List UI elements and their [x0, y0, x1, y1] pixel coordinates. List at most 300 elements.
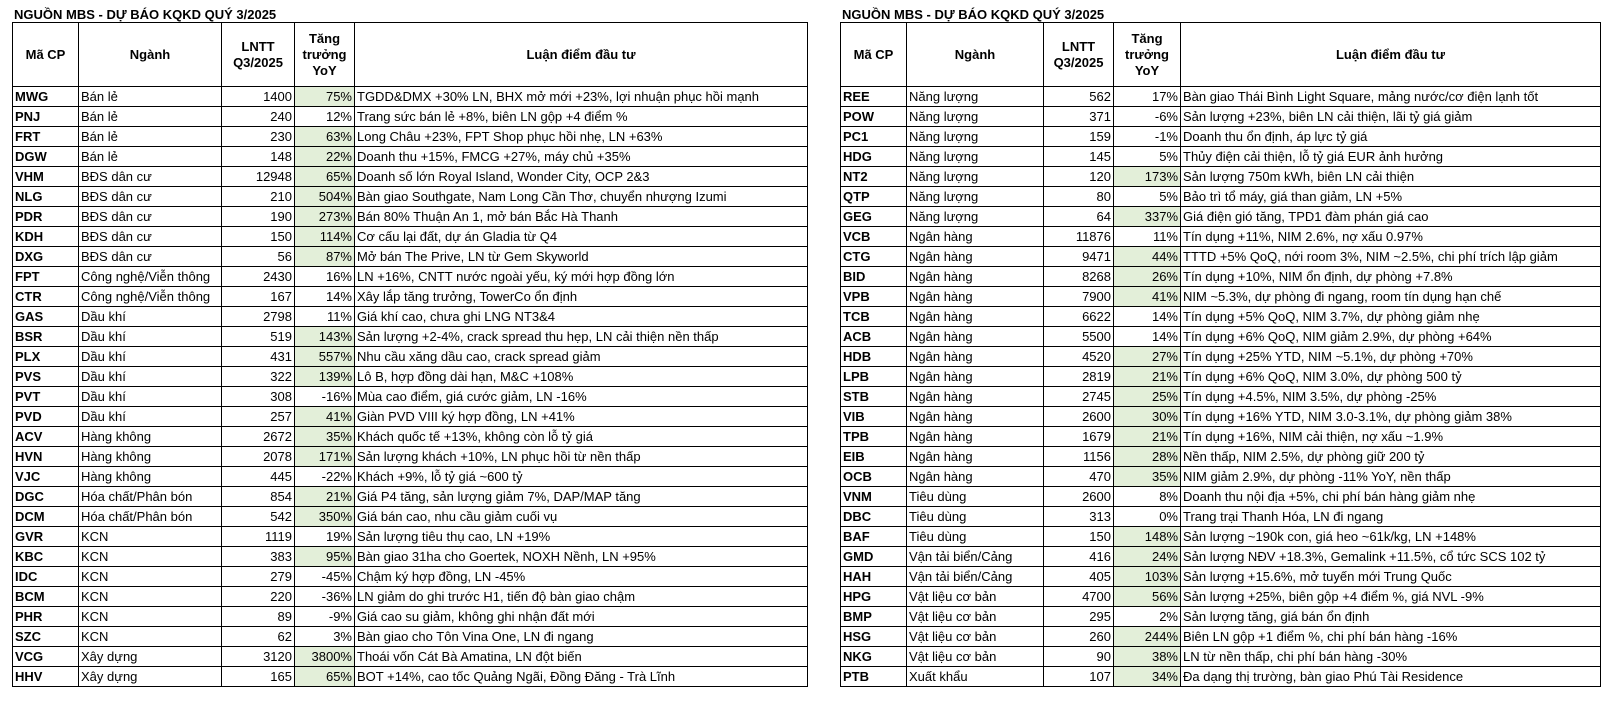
sector-cell: KCN	[79, 607, 222, 627]
growth-cell: 12%	[295, 107, 355, 127]
thesis-cell: Giá điện gió tăng, TPD1 đàm phán giá cao	[1181, 207, 1601, 227]
growth-cell: 14%	[1114, 327, 1181, 347]
sector-cell: Dầu khí	[79, 307, 222, 327]
growth-cell: 19%	[295, 527, 355, 547]
thesis-cell: Sản lượng tiêu thụ cao, LN +19%	[355, 527, 808, 547]
growth-cell: 3%	[295, 627, 355, 647]
sector-cell: BĐS dân cư	[79, 167, 222, 187]
sector-cell: Ngân hàng	[907, 247, 1044, 267]
table-row	[841, 147, 1601, 167]
thesis-cell: Khách +9%, lỗ tỷ giá ~600 tỷ	[355, 467, 808, 487]
profit-cell: 295	[1044, 607, 1114, 627]
growth-cell: 148%	[1114, 527, 1181, 547]
table-row	[841, 667, 1601, 687]
ticker-cell: LPB	[841, 367, 907, 387]
table-row	[13, 127, 808, 147]
growth-cell: 17%	[1114, 87, 1181, 107]
growth-cell: -36%	[295, 587, 355, 607]
table-row	[841, 347, 1601, 367]
ticker-cell: HPG	[841, 587, 907, 607]
table-row	[13, 307, 808, 327]
profit-cell: 854	[222, 487, 295, 507]
table-row	[13, 247, 808, 267]
sector-cell: BĐS dân cư	[79, 187, 222, 207]
sector-cell: Ngân hàng	[907, 407, 1044, 427]
thesis-cell: Sản lượng +15.6%, mở tuyến mới Trung Quốc	[1181, 567, 1601, 587]
sector-cell: Tiêu dùng	[907, 527, 1044, 547]
ticker-cell: BSR	[13, 327, 79, 347]
profit-cell: 257	[222, 407, 295, 427]
sector-cell: BĐS dân cư	[79, 207, 222, 227]
profit-cell: 1679	[1044, 427, 1114, 447]
growth-cell: 56%	[1114, 587, 1181, 607]
profit-cell: 4520	[1044, 347, 1114, 367]
profit-cell: 210	[222, 187, 295, 207]
ticker-cell: NLG	[13, 187, 79, 207]
thesis-cell: Tín dụng +5% QoQ, NIM 3.7%, dự phòng giảm nhẹ	[1181, 307, 1601, 327]
sector-cell: Hóa chất/Phân bón	[79, 487, 222, 507]
sector-cell: Năng lượng	[907, 87, 1044, 107]
table-row	[13, 427, 808, 447]
growth-cell: 25%	[1114, 387, 1181, 407]
forecast-table-right	[840, 22, 1601, 687]
thesis-cell: Giá bán cao, nhu cầu giảm cuối vụ	[355, 507, 808, 527]
growth-cell: 63%	[295, 127, 355, 147]
table-row	[13, 107, 808, 127]
growth-cell: -1%	[1114, 127, 1181, 147]
ticker-cell: VIB	[841, 407, 907, 427]
table-row	[841, 87, 1601, 107]
profit-cell: 11876	[1044, 227, 1114, 247]
ticker-cell: PC1	[841, 127, 907, 147]
table-row	[841, 567, 1601, 587]
sector-cell: KCN	[79, 567, 222, 587]
thesis-cell: Xây lắp tăng trưởng, TowerCo ổn định	[355, 287, 808, 307]
ticker-cell: TPB	[841, 427, 907, 447]
ticker-cell: CTG	[841, 247, 907, 267]
profit-cell: 90	[1044, 647, 1114, 667]
table-row	[13, 327, 808, 347]
table-row	[13, 487, 808, 507]
ticker-cell: NKG	[841, 647, 907, 667]
ticker-cell: DCM	[13, 507, 79, 527]
ticker-cell: MWG	[13, 87, 79, 107]
growth-cell: 35%	[1114, 467, 1181, 487]
growth-cell: 557%	[295, 347, 355, 367]
ticker-cell: HVN	[13, 447, 79, 467]
table-row	[841, 247, 1601, 267]
table-row	[13, 547, 808, 567]
table-row	[841, 127, 1601, 147]
growth-cell: 139%	[295, 367, 355, 387]
profit-cell: 279	[222, 567, 295, 587]
ticker-cell: ACB	[841, 327, 907, 347]
profit-cell: 4700	[1044, 587, 1114, 607]
thesis-cell: Giàn PVD VIII ký hợp đồng, LN +41%	[355, 407, 808, 427]
sector-cell: BĐS dân cư	[79, 227, 222, 247]
thesis-cell: TGDD&DMX +30% LN, BHX mở mới +23%, lợi nhuận phục hồi mạnh	[355, 87, 808, 107]
sector-cell: Vật liệu cơ bản	[907, 627, 1044, 647]
growth-cell: 30%	[1114, 407, 1181, 427]
sector-cell: Vật liệu cơ bản	[907, 647, 1044, 667]
profit-cell: 470	[1044, 467, 1114, 487]
growth-cell: 24%	[1114, 547, 1181, 567]
profit-cell: 313	[1044, 507, 1114, 527]
thesis-cell: Doanh thu ổn định, áp lực tỷ giá	[1181, 127, 1601, 147]
profit-cell: 2600	[1044, 487, 1114, 507]
table-row	[841, 107, 1601, 127]
thesis-cell: Đa dạng thị trường, bàn giao Phú Tài Residence	[1181, 667, 1601, 687]
header-ticker: Mã CP	[841, 23, 907, 87]
sector-cell: Ngân hàng	[907, 467, 1044, 487]
growth-cell: 350%	[295, 507, 355, 527]
sector-cell: Dầu khí	[79, 347, 222, 367]
profit-cell: 322	[222, 367, 295, 387]
profit-cell: 416	[1044, 547, 1114, 567]
thesis-cell: Tín dụng +6% QoQ, NIM giảm 2.9%, dự phòng +64%	[1181, 327, 1601, 347]
thesis-cell: Biên LN gộp +1 điểm %, chi phí bán hàng -16%	[1181, 627, 1601, 647]
thesis-cell: Tín dụng +25% YTD, NIM ~5.1%, dự phòng +70%	[1181, 347, 1601, 367]
sector-cell: Vận tải biển/Cảng	[907, 567, 1044, 587]
growth-cell: 21%	[1114, 427, 1181, 447]
sector-cell: Ngân hàng	[907, 427, 1044, 447]
sector-cell: Năng lượng	[907, 147, 1044, 167]
growth-cell: 11%	[1114, 227, 1181, 247]
table-row	[13, 347, 808, 367]
sector-cell: Dầu khí	[79, 327, 222, 347]
profit-cell: 167	[222, 287, 295, 307]
table-row	[841, 427, 1601, 447]
thesis-cell: Sản lượng NĐV +18.3%, Gemalink +11.5%, cổ tức SCS 102 tỷ	[1181, 547, 1601, 567]
thesis-cell: Bảo trì tổ máy, giá than giảm, LN +5%	[1181, 187, 1601, 207]
ticker-cell: FPT	[13, 267, 79, 287]
sector-cell: Ngân hàng	[907, 447, 1044, 467]
thesis-cell: BOT +14%, cao tốc Quảng Ngãi, Đồng Đăng - Trà Lĩnh	[355, 667, 808, 687]
thesis-cell: Bán 80% Thuận An 1, mở bán Bắc Hà Thanh	[355, 207, 808, 227]
table-row	[13, 607, 808, 627]
table-row	[13, 647, 808, 667]
sector-cell: Hóa chất/Phân bón	[79, 507, 222, 527]
table-row	[841, 547, 1601, 567]
table-row	[13, 147, 808, 167]
profit-cell: 542	[222, 507, 295, 527]
growth-cell: 14%	[295, 287, 355, 307]
growth-cell: -16%	[295, 387, 355, 407]
profit-cell: 9471	[1044, 247, 1114, 267]
profit-cell: 150	[222, 227, 295, 247]
ticker-cell: GVR	[13, 527, 79, 547]
growth-cell: 143%	[295, 327, 355, 347]
profit-cell: 89	[222, 607, 295, 627]
header-sector: Ngành	[907, 23, 1044, 87]
sector-cell: KCN	[79, 527, 222, 547]
ticker-cell: CTR	[13, 287, 79, 307]
thesis-cell: LN giảm do ghi trước H1, tiến độ bàn giao chậm	[355, 587, 808, 607]
thesis-cell: Mở bán The Prive, LN từ Gem Skyworld	[355, 247, 808, 267]
table-row	[13, 367, 808, 387]
table-row	[13, 207, 808, 227]
growth-cell: 22%	[295, 147, 355, 167]
profit-cell: 260	[1044, 627, 1114, 647]
ticker-cell: PLX	[13, 347, 79, 367]
header-thesis: Luận điểm đầu tư	[355, 23, 808, 87]
profit-cell: 165	[222, 667, 295, 687]
ticker-cell: GEG	[841, 207, 907, 227]
sector-cell: Tiêu dùng	[907, 487, 1044, 507]
sector-cell: Ngân hàng	[907, 287, 1044, 307]
ticker-cell: GMD	[841, 547, 907, 567]
ticker-cell: HDB	[841, 347, 907, 367]
ticker-cell: PVT	[13, 387, 79, 407]
growth-cell: 14%	[1114, 307, 1181, 327]
thesis-cell: Trang sức bán lẻ +8%, biên LN gộp +4 điểm %	[355, 107, 808, 127]
sector-cell: Ngân hàng	[907, 327, 1044, 347]
growth-cell: 41%	[1114, 287, 1181, 307]
thesis-cell: Nhu cầu xăng dầu cao, crack spread giảm	[355, 347, 808, 367]
thesis-cell: Tín dụng +16% YTD, NIM 3.0-3.1%, dự phòng giảm 38%	[1181, 407, 1601, 427]
sector-cell: Năng lượng	[907, 127, 1044, 147]
ticker-cell: PTB	[841, 667, 907, 687]
table-row	[841, 487, 1601, 507]
thesis-cell: Sản lượng +2-4%, crack spread thu hẹp, LN cải thiện nền thấp	[355, 327, 808, 347]
thesis-cell: Tín dụng +16%, NIM cải thiện, nợ xấu ~1.9%	[1181, 427, 1601, 447]
growth-cell: 34%	[1114, 667, 1181, 687]
ticker-cell: KDH	[13, 227, 79, 247]
ticker-cell: DGC	[13, 487, 79, 507]
ticker-cell: VCB	[841, 227, 907, 247]
growth-cell: -9%	[295, 607, 355, 627]
sector-cell: Vật liệu cơ bản	[907, 607, 1044, 627]
ticker-cell: BMP	[841, 607, 907, 627]
ticker-cell: QTP	[841, 187, 907, 207]
profit-cell: 2600	[1044, 407, 1114, 427]
profit-cell: 1400	[222, 87, 295, 107]
thesis-cell: Giá khí cao, chưa ghi LNG NT3&4	[355, 307, 808, 327]
table-row	[841, 587, 1601, 607]
profit-cell: 405	[1044, 567, 1114, 587]
growth-cell: 337%	[1114, 207, 1181, 227]
growth-cell: 41%	[295, 407, 355, 427]
ticker-cell: HHV	[13, 667, 79, 687]
thesis-cell: Sản lượng tăng, giá bán ổn định	[1181, 607, 1601, 627]
table-row	[13, 467, 808, 487]
thesis-cell: Doanh thu +15%, FMCG +27%, máy chủ +35%	[355, 147, 808, 167]
profit-cell: 62	[222, 627, 295, 647]
profit-cell: 5500	[1044, 327, 1114, 347]
growth-cell: 75%	[295, 87, 355, 107]
table-row	[13, 527, 808, 547]
growth-cell: 16%	[295, 267, 355, 287]
table-row	[841, 527, 1601, 547]
growth-cell: 28%	[1114, 447, 1181, 467]
sector-cell: BĐS dân cư	[79, 247, 222, 267]
ticker-cell: VPB	[841, 287, 907, 307]
ticker-cell: VHM	[13, 167, 79, 187]
ticker-cell: POW	[841, 107, 907, 127]
sector-cell: Công nghệ/Viễn thông	[79, 287, 222, 307]
sector-cell: Bán lẻ	[79, 87, 222, 107]
ticker-cell: DGW	[13, 147, 79, 167]
sector-cell: Bán lẻ	[79, 147, 222, 167]
sector-cell: Vận tải biển/Cảng	[907, 547, 1044, 567]
ticker-cell: VCG	[13, 647, 79, 667]
thesis-cell: Doanh thu nội địa +5%, chi phí bán hàng giảm nhẹ	[1181, 487, 1601, 507]
table-row	[841, 307, 1601, 327]
growth-cell: 8%	[1114, 487, 1181, 507]
thesis-cell: Cơ cấu lại đất, dự án Gladia từ Q4	[355, 227, 808, 247]
ticker-cell: HSG	[841, 627, 907, 647]
header-sector: Ngành	[79, 23, 222, 87]
profit-cell: 6622	[1044, 307, 1114, 327]
sector-cell: Ngân hàng	[907, 347, 1044, 367]
ticker-cell: ACV	[13, 427, 79, 447]
table-row	[841, 607, 1601, 627]
profit-cell: 445	[222, 467, 295, 487]
sector-cell: Ngân hàng	[907, 367, 1044, 387]
table-body-left	[13, 87, 808, 687]
table-row	[13, 667, 808, 687]
growth-cell: 103%	[1114, 567, 1181, 587]
thesis-cell: Bàn giao cho Tôn Vina One, LN đi ngang	[355, 627, 808, 647]
growth-cell: 5%	[1114, 147, 1181, 167]
profit-cell: 145	[1044, 147, 1114, 167]
ticker-cell: DBC	[841, 507, 907, 527]
ticker-cell: BAF	[841, 527, 907, 547]
profit-cell: 7900	[1044, 287, 1114, 307]
table-row	[841, 327, 1601, 347]
table-row	[841, 467, 1601, 487]
table-row	[841, 207, 1601, 227]
profit-cell: 2672	[222, 427, 295, 447]
growth-cell: 114%	[295, 227, 355, 247]
ticker-cell: IDC	[13, 567, 79, 587]
growth-cell: 5%	[1114, 187, 1181, 207]
table-row	[13, 447, 808, 467]
profit-cell: 3120	[222, 647, 295, 667]
thesis-cell: Sản lượng 750m kWh, biên LN cải thiện	[1181, 167, 1601, 187]
ticker-cell: EIB	[841, 447, 907, 467]
growth-cell: 44%	[1114, 247, 1181, 267]
growth-cell: 504%	[295, 187, 355, 207]
growth-cell: 273%	[295, 207, 355, 227]
sector-cell: Ngân hàng	[907, 387, 1044, 407]
thesis-cell: NIM ~5.3%, dự phòng đi ngang, room tín dụng hạn chế	[1181, 287, 1601, 307]
profit-cell: 2798	[222, 307, 295, 327]
sector-cell: KCN	[79, 587, 222, 607]
thesis-cell: Tín dụng +11%, NIM 2.6%, nợ xấu 0.97%	[1181, 227, 1601, 247]
profit-cell: 80	[1044, 187, 1114, 207]
profit-cell: 1156	[1044, 447, 1114, 467]
ticker-cell: BID	[841, 267, 907, 287]
table-row	[13, 567, 808, 587]
header-ticker: Mã CP	[13, 23, 79, 87]
profit-cell: 519	[222, 327, 295, 347]
thesis-cell: Tín dụng +10%, NIM ổn định, dự phòng +7.8%	[1181, 267, 1601, 287]
thesis-cell: Tín dụng +4.5%, NIM 3.5%, dự phòng -25%	[1181, 387, 1601, 407]
growth-cell: 171%	[295, 447, 355, 467]
header-profit: LNTT Q3/2025	[1044, 23, 1114, 87]
header-thesis: Luận điểm đầu tư	[1181, 23, 1601, 87]
growth-cell: 38%	[1114, 647, 1181, 667]
thesis-cell: Sản lượng +25%, biên gộp +4 điểm %, giá NVL -9%	[1181, 587, 1601, 607]
growth-cell: 21%	[295, 487, 355, 507]
table-row	[13, 587, 808, 607]
thesis-cell: TTTD +5% QoQ, nới room 3%, NIM ~2.5%, chi phí trích lập giảm	[1181, 247, 1601, 267]
table-row	[13, 407, 808, 427]
table-row	[841, 507, 1601, 527]
profit-cell: 159	[1044, 127, 1114, 147]
thesis-cell: Long Châu +23%, FPT Shop phục hồi nhẹ, LN +63%	[355, 127, 808, 147]
thesis-cell: Doanh số lớn Royal Island, Wonder City, OCP 2&3	[355, 167, 808, 187]
table-row	[841, 407, 1601, 427]
ticker-cell: PNJ	[13, 107, 79, 127]
ticker-cell: VNM	[841, 487, 907, 507]
table-row	[841, 627, 1601, 647]
profit-cell: 431	[222, 347, 295, 367]
sector-cell: Ngân hàng	[907, 227, 1044, 247]
growth-cell: 95%	[295, 547, 355, 567]
right-panel	[840, 0, 1600, 687]
ticker-cell: PHR	[13, 607, 79, 627]
sector-cell: Năng lượng	[907, 167, 1044, 187]
profit-cell: 2430	[222, 267, 295, 287]
growth-cell: 65%	[295, 167, 355, 187]
thesis-cell: Giá cao su giảm, không ghi nhận đất mới	[355, 607, 808, 627]
ticker-cell: PVS	[13, 367, 79, 387]
sector-cell: Xây dựng	[79, 667, 222, 687]
growth-cell: 244%	[1114, 627, 1181, 647]
thesis-cell: Sản lượng +23%, biên LN cải thiện, lãi tỷ giá giảm	[1181, 107, 1601, 127]
thesis-cell: Thủy điện cải thiện, lỗ tỷ giá EUR ảnh hưởng	[1181, 147, 1601, 167]
sector-cell: Năng lượng	[907, 207, 1044, 227]
ticker-cell: BCM	[13, 587, 79, 607]
header-row	[841, 23, 1601, 87]
profit-cell: 190	[222, 207, 295, 227]
sector-cell: Dầu khí	[79, 367, 222, 387]
thesis-cell: Chậm ký hợp đồng, LN -45%	[355, 567, 808, 587]
ticker-cell: HAH	[841, 567, 907, 587]
header-profit: LNTT Q3/2025	[222, 23, 295, 87]
profit-cell: 240	[222, 107, 295, 127]
table-row	[13, 287, 808, 307]
table-row	[13, 507, 808, 527]
ticker-cell: SZC	[13, 627, 79, 647]
growth-cell: 3800%	[295, 647, 355, 667]
table-row	[13, 87, 808, 107]
profit-cell: 2745	[1044, 387, 1114, 407]
thesis-cell: Mùa cao điểm, giá cước giảm, LN -16%	[355, 387, 808, 407]
ticker-cell: HDG	[841, 147, 907, 167]
profit-cell: 1119	[222, 527, 295, 547]
profit-cell: 2078	[222, 447, 295, 467]
growth-cell: -22%	[295, 467, 355, 487]
growth-cell: -45%	[295, 567, 355, 587]
thesis-cell: Lô B, hợp đồng dài hạn, M&C +108%	[355, 367, 808, 387]
thesis-cell: NIM giảm 2.9%, dự phòng -11% YoY, nền thấp	[1181, 467, 1601, 487]
table-row	[841, 267, 1601, 287]
profit-cell: 8268	[1044, 267, 1114, 287]
ticker-cell: PVD	[13, 407, 79, 427]
panel-title: NGUỒN MBS - DỰ BÁO KQKD QUÝ 3/2025	[14, 7, 277, 22]
growth-cell: 0%	[1114, 507, 1181, 527]
table-row	[841, 367, 1601, 387]
thesis-cell: Nền thấp, NIM 2.5%, dự phòng giữ 200 tỷ	[1181, 447, 1601, 467]
sector-cell: Công nghệ/Viễn thông	[79, 267, 222, 287]
growth-cell: 27%	[1114, 347, 1181, 367]
sector-cell: Xây dựng	[79, 647, 222, 667]
ticker-cell: REE	[841, 87, 907, 107]
ticker-cell: PDR	[13, 207, 79, 227]
